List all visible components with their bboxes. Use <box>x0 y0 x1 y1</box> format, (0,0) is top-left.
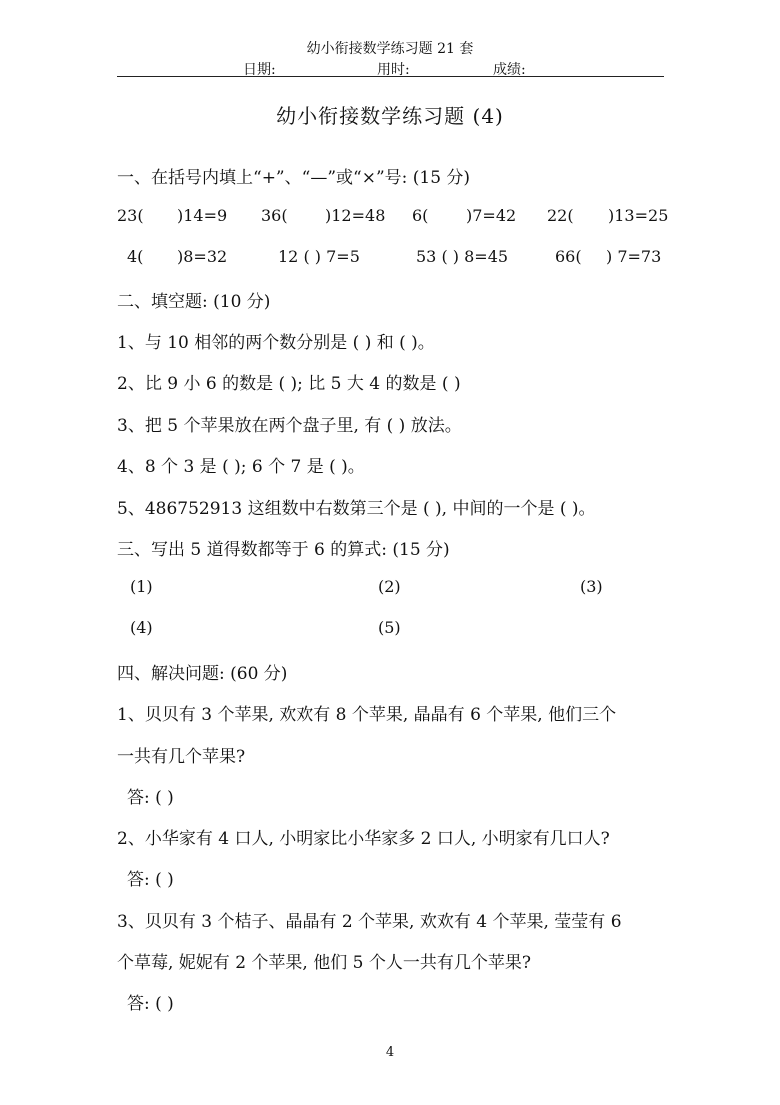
score-label: 成绩: <box>493 62 526 78</box>
eq-5-right: )8=32 <box>177 247 228 266</box>
problem-1-line-1: 1、贝贝有 3 个苹果, 欢欢有 8 个苹果, 晶晶有 6 个苹果, 他们三个 <box>117 705 617 725</box>
eq-6: 12 ( ) 7=5 <box>278 247 360 266</box>
fill-question-3: 3、把 5 个苹果放在两个盘子里, 有 ( ) 放法。 <box>117 416 462 436</box>
page-number: 4 <box>385 1045 395 1060</box>
formula-slot-2: (2) <box>378 577 401 596</box>
eq-4-right: )13=25 <box>608 206 669 225</box>
time-label: 用时: <box>377 62 410 78</box>
fill-question-1: 1、与 10 相邻的两个数分别是 ( ) 和 ( )。 <box>117 333 435 353</box>
eq-2-left: 36( <box>261 206 288 225</box>
formula-slot-5: (5) <box>378 618 401 637</box>
eq-1-left: 23( <box>117 206 144 225</box>
header-divider <box>117 76 664 77</box>
eq-5-left: 4( <box>127 247 144 266</box>
eq-4-left: 22( <box>547 206 574 225</box>
section3-heading: 三、写出 5 道得数都等于 6 的算式: (15 分) <box>117 540 450 560</box>
date-label: 日期: <box>243 62 276 78</box>
problem-1-line-2: 一共有几个苹果? <box>117 747 246 767</box>
eq-3-right: )7=42 <box>466 206 517 225</box>
eq-3-left: 6( <box>412 206 429 225</box>
problem-3-line-2: 个草莓, 妮妮有 2 个苹果, 他们 5 个人一共有几个苹果? <box>117 953 531 973</box>
eq-8-right: ) 7=73 <box>606 247 662 266</box>
problem-1-answer: 答: ( ) <box>127 788 174 808</box>
problem-2: 2、小华家有 4 口人, 小明家比小华家多 2 口人, 小明家有几口人? <box>117 829 610 849</box>
problem-2-answer: 答: ( ) <box>127 870 174 890</box>
problem-3-line-1: 3、贝贝有 3 个桔子、晶晶有 2 个苹果, 欢欢有 4 个苹果, 莹莹有 6 <box>117 912 622 932</box>
eq-2-right: )12=48 <box>325 206 386 225</box>
running-header-title: 幼小衔接数学练习题 21 套 <box>306 41 474 57</box>
eq-7: 53 ( ) 8=45 <box>416 247 509 266</box>
formula-slot-3: (3) <box>580 577 603 596</box>
fill-question-4: 4、8 个 3 是 ( ); 6 个 7 是 ( )。 <box>117 457 365 477</box>
section2-heading: 二、填空题: (10 分) <box>117 292 271 312</box>
formula-slot-1: (1) <box>130 577 153 596</box>
fill-question-2: 2、比 9 小 6 的数是 ( ); 比 5 大 4 的数是 ( ) <box>117 374 461 394</box>
eq-8-left: 66( <box>555 247 582 266</box>
section4-heading: 四、解决问题: (60 分) <box>117 664 288 684</box>
formula-slot-4: (4) <box>130 618 153 637</box>
problem-3-answer: 答: ( ) <box>127 994 174 1014</box>
section1-heading: 一、在括号内填上“+”、“—”或“×”号: (15 分) <box>117 168 471 188</box>
fill-question-5: 5、486752913 这组数中右数第三个是 ( ), 中间的一个是 ( )。 <box>117 499 596 519</box>
page-title: 幼小衔接数学练习题 (4) <box>276 104 504 128</box>
eq-1-right: )14=9 <box>177 206 228 225</box>
